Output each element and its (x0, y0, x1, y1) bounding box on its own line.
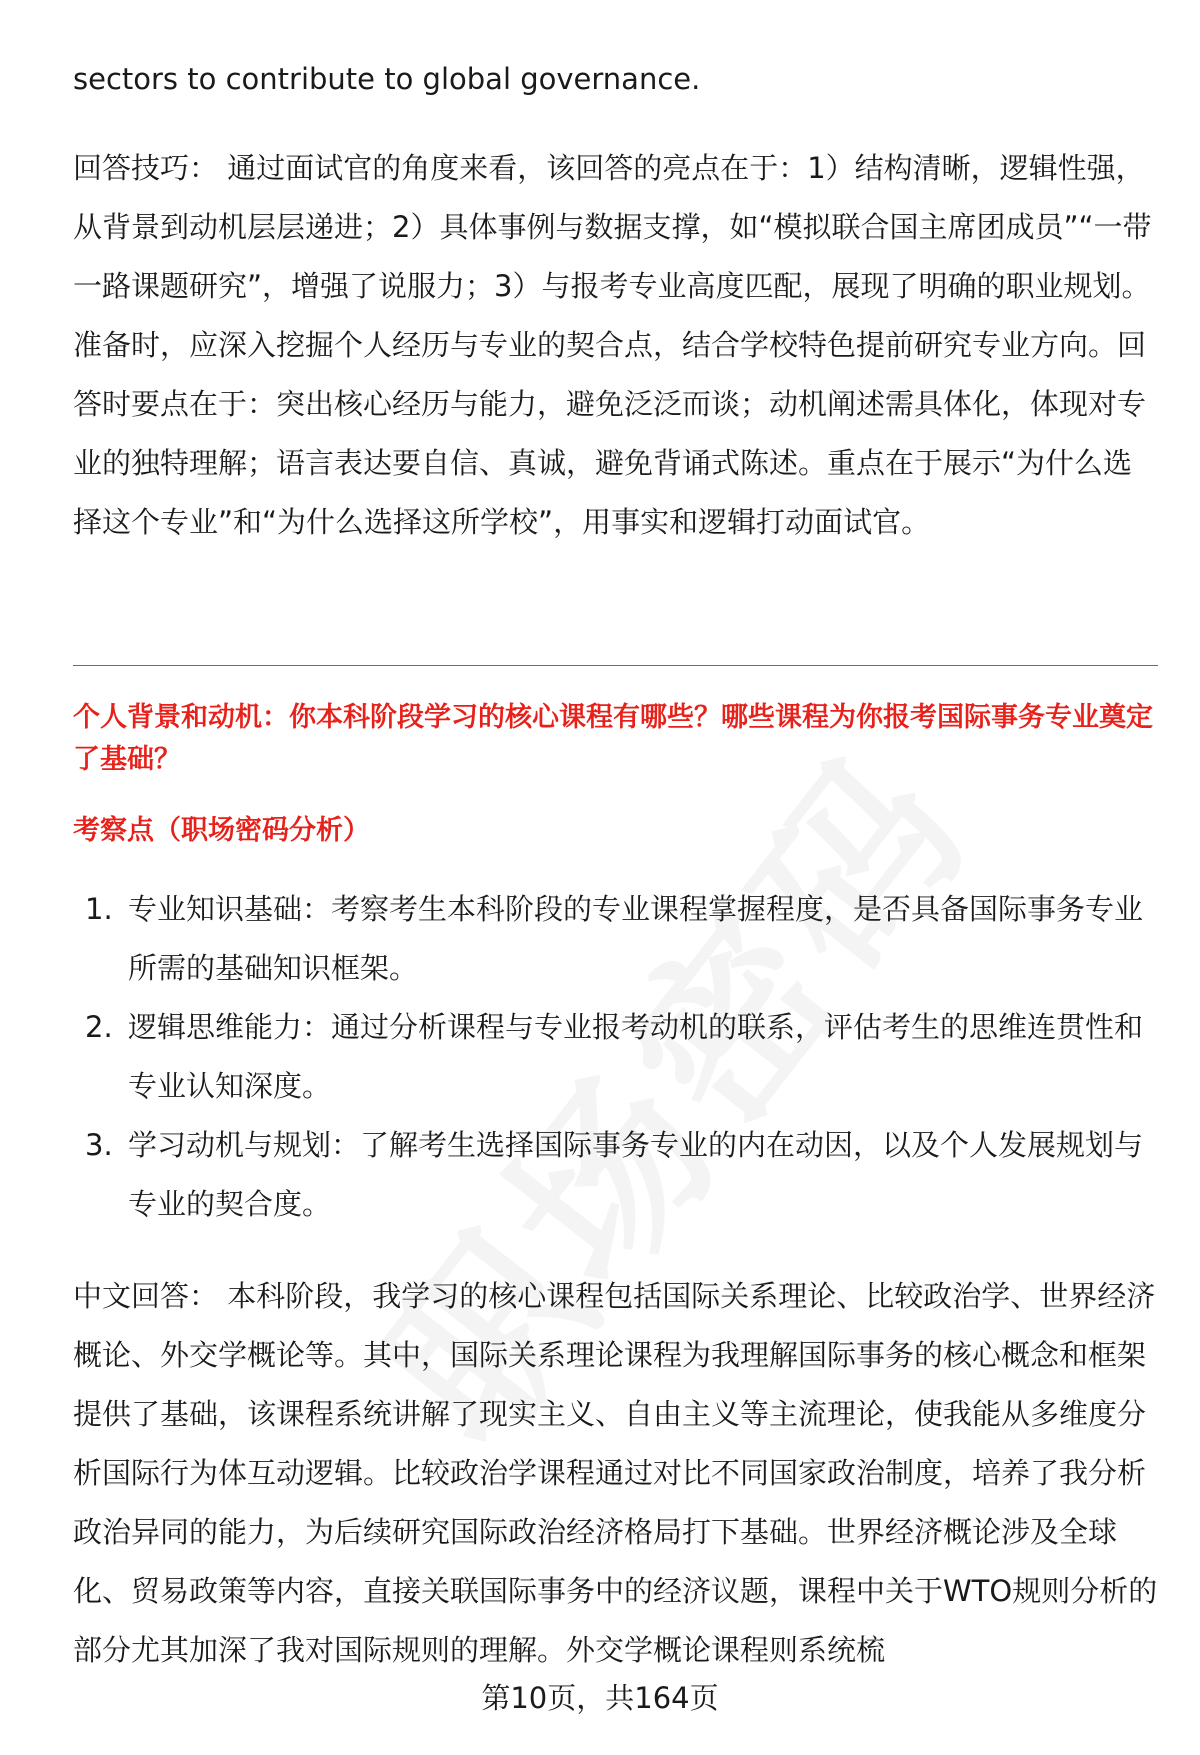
list-item (73, 998, 1158, 1116)
page-number: 第10页，共164页 (481, 1681, 719, 1715)
list-item-text: 逻辑思维能力：通过分析课程与专业报考动机的联系，评估考生的思维连贯性和专业认知深度。 (128, 1010, 1144, 1103)
list-item-text: 学习动机与规划：了解考生选择国际事务专业的内在动因，以及个人发展规划与专业的契合度。 (128, 1128, 1144, 1221)
list-item (73, 880, 1158, 998)
preparation-paragraph: 准备时，应深入挖掘个人经历与专业的契合点，结合学校特色提前研究专业方向。回答时要点在于：突出核心经历与能力，避免泛泛而谈；动机阐述需具体化，体现对专业的独特理解；语言表达要自信、真诚，避免背诵式陈述。重点在于展示“为什么选择这个专业”和“为什么选择这所学校”，用事实和逻辑打动面试官。 (73, 328, 1147, 539)
list-item (73, 1116, 1158, 1234)
answer-tips-paragraph: 回答技巧： 通过面试官的角度来看，该回答的亮点在于：1）结构清晰，逻辑性强，从背景到动机层层递进；2）具体事例与数据支撑，如“模拟联合国主席团成员”“一带一路课题研究”，增强了说服力；3）与报考专业高度匹配，展现了明确的职业规划。 (73, 151, 1152, 303)
focus-heading: 考察点（职场密码分析） (73, 815, 370, 846)
question-heading: 个人背景和动机：你本科阶段学习的核心课程有哪些？哪些课程为你报考国际事务专业奠定了基础？ (73, 702, 1153, 775)
focus-list (73, 880, 1158, 1234)
list-item-number: 2. (85, 1010, 113, 1044)
chinese-answer-paragraph: 中文回答： 本科阶段，我学习的核心课程包括国际关系理论、比较政治学、世界经济概论、外交学概论等。其中，国际关系理论课程为我理解国际事务的核心概念和框架提供了基础，该课程系统讲解了现实主义、自由主义等主流理论，使我能从多维度分析国际行为体互动逻辑。比较政治学课程通过对比不同国家政治制度，培养了我分析政治异同的能力，为后续研究国际政治经济格局打下基础。世界经济概论涉及全球化、贸易政策等内容，直接关联国际事务中的经济议题，课程中关于WTO规则分析的部分尤其加深了我对国际规则的理解。外交学概论课程则系统梳 (73, 1279, 1158, 1667)
list-item-text: 专业知识基础：考察考生本科阶段的专业课程掌握程度，是否具备国际事务专业所需的基础知识框架。 (128, 892, 1144, 985)
english-answer-tail: sectors to contribute to global governance. (73, 62, 701, 96)
list-item-number: 3. (85, 1128, 113, 1162)
list-item-number: 1. (85, 892, 113, 926)
section-divider (73, 665, 1158, 666)
top-section (73, 50, 1158, 552)
